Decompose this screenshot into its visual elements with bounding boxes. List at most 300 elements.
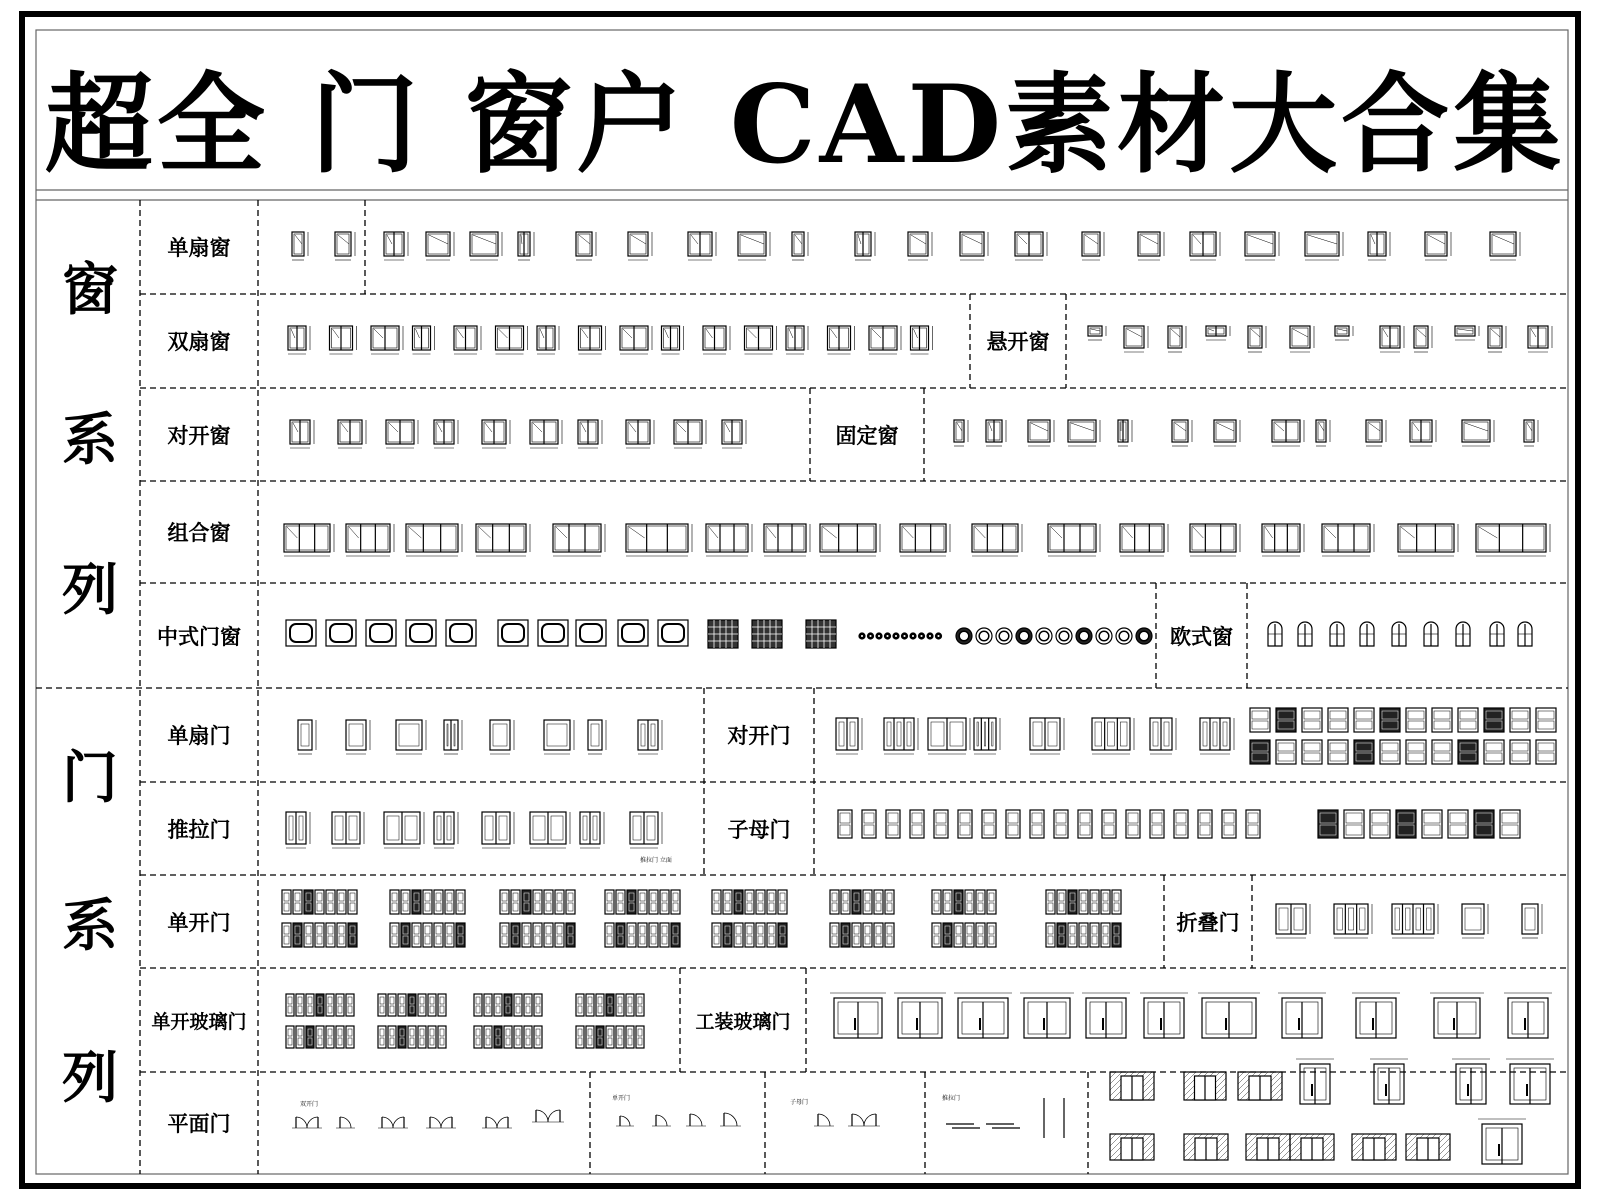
door-plan-symbol [482,1117,512,1128]
single-leaf-door-symbol [490,720,514,754]
framed-door-symbol [1184,1072,1226,1100]
panel-door-symbol [1510,708,1530,732]
chinese-window-symbol [286,620,316,646]
hung-window-symbol [1380,326,1404,352]
panel-door-symbol [1174,810,1188,838]
commercial-glass-door-symbol [1452,1059,1490,1104]
panel-door-symbol [841,923,850,947]
panel-door-symbol [1112,923,1121,947]
framed-door-symbol [1246,1134,1290,1160]
panel-door-symbol [418,1026,426,1048]
panel-door-symbol [1057,923,1066,947]
round-window-symbol [859,633,865,639]
sliding-door-symbol [530,812,570,848]
european-window-symbol [1490,622,1504,646]
panel-door-symbol [438,994,446,1016]
round-window-symbol [868,633,874,639]
panel-door-symbol [1046,890,1055,914]
panel-door-symbol [1101,890,1110,914]
round-window-symbol [893,633,899,639]
panel-door-symbol [533,923,542,947]
panel-door-symbol [522,890,531,914]
lattice-panel-symbol [806,620,836,648]
hung-window-symbol [1335,326,1353,340]
hung-window-symbol [1455,326,1479,340]
panel-door-symbol [1276,708,1296,732]
double-sash-window-symbol [496,326,528,354]
panel-door-symbol [627,890,636,914]
single-leaf-door-symbol [396,720,426,754]
chinese-window-symbol [538,620,568,646]
panel-door-symbol [1126,810,1140,838]
panel-door-symbol [756,923,765,947]
panel-door-symbol [1276,740,1296,764]
round-window-symbol [1136,628,1152,644]
single-sash-window-symbol [292,232,308,260]
panel-door-symbol [910,810,924,838]
panel-door-symbol [712,890,721,914]
panel-door-symbol [315,923,324,947]
panel-door-symbol [1318,810,1338,838]
panel-door-symbol [336,1026,344,1048]
panel-door-symbol [852,890,861,914]
double-door-symbol [1200,718,1234,754]
panel-door-symbol [954,923,963,947]
panel-door-symbol [626,994,634,1016]
double-sash-window-symbol [330,326,357,354]
panel-door-symbol [1046,923,1055,947]
door-plan-symbol [616,1116,634,1126]
double-sash-window-symbol [371,326,403,354]
combination-window-symbol [1398,524,1458,556]
panel-door-symbol [734,890,743,914]
panel-door-symbol [932,923,941,947]
panel-door-symbol [885,923,894,947]
panel-door-symbol [596,1026,604,1048]
panel-door-symbol [616,1026,624,1048]
sliding-door-symbol [332,812,364,848]
category-double-sash-window: 双扇窗 [167,330,231,354]
combination-window-symbol [1262,524,1304,556]
panel-door-symbol [401,890,410,914]
panel-door-symbol [348,890,357,914]
casement-window-symbol [722,420,746,448]
panel-door-symbol [378,1026,386,1048]
single-sash-window-symbol [470,232,502,260]
panel-door-symbol [316,994,324,1016]
panel-door-symbol [494,1026,502,1048]
fixed-window-symbol [1028,420,1054,446]
panel-door-symbol [1302,708,1322,732]
panel-door-symbol [987,890,996,914]
panel-door-symbol [660,923,669,947]
panel-door-symbol [1068,890,1077,914]
double-sash-window-symbol [869,326,901,354]
panel-door-symbol [282,890,291,914]
window-series-char: 系 [62,407,118,473]
panel-door-symbol [555,923,564,947]
combination-window-symbol [1322,524,1374,556]
panel-door-symbol [1432,740,1452,764]
panel-door-symbol [514,1026,522,1048]
double-door-symbol [928,718,970,754]
commercial-glass-door-symbol [1020,993,1074,1038]
panel-door-symbol [723,923,732,947]
panel-door-symbol [934,810,948,838]
casement-window-symbol [386,420,418,448]
panel-door-symbol [576,1026,584,1048]
double-sash-window-symbol [620,326,652,354]
sliding-door-symbol [580,812,604,848]
panel-door-symbol [1448,810,1468,838]
panel-door-symbol [524,994,532,1016]
single-sash-window-symbol [738,232,770,260]
panel-door-symbol [1006,810,1020,838]
single-sash-window-symbol [1305,232,1343,260]
panel-door-symbol [555,890,564,914]
panel-door-symbol [671,890,680,914]
hung-window-symbol [1124,326,1148,352]
window-series-char: 列 [62,557,118,623]
casement-window-symbol [578,420,602,448]
panel-door-symbol [1536,740,1556,764]
single-sash-window-symbol [426,232,454,260]
category-single-sash-window: 单扇窗 [167,236,231,260]
single-leaf-door-symbol [638,720,662,754]
panel-door-symbol [1380,740,1400,764]
chinese-window-symbol [576,620,606,646]
single-sash-window-symbol [1245,232,1279,260]
round-window-symbol [1056,628,1072,644]
panel-door-symbol [408,1026,416,1048]
framed-door-symbol [1352,1134,1396,1160]
panel-door-symbol [434,890,443,914]
commercial-glass-door-symbol [1198,993,1260,1038]
double-door-symbol [1092,718,1134,754]
combination-window-symbol [764,524,810,556]
panel-door-symbol [522,923,531,947]
panel-door-symbol [500,890,509,914]
category-commercial-glass-door: 工装玻璃门 [695,1010,791,1033]
chinese-window-symbol [498,620,528,646]
panel-door-symbol [316,1026,324,1048]
panel-door-symbol [1396,810,1416,838]
panel-door-symbol [1302,740,1322,764]
round-window-symbol [927,633,933,639]
panel-door-symbol [723,890,732,914]
single-sash-window-symbol [908,232,932,260]
commercial-glass-door-symbol [1082,993,1130,1038]
panel-door-symbol [1432,708,1452,732]
panel-door-symbol [965,890,974,914]
panel-door-symbol [1328,740,1348,764]
commercial-glass-door-symbol [954,993,1012,1038]
door-plan-symbol [378,1117,408,1128]
combination-window-symbol [284,524,334,556]
double-door-symbol [1150,718,1176,754]
single-sash-window-symbol [1138,232,1164,260]
double-door-symbol [974,718,1000,754]
panel-door-symbol [315,890,324,914]
panel-door-symbol [401,923,410,947]
panel-door-symbol [504,1026,512,1048]
folding-door-symbol [1522,904,1542,938]
single-leaf-door-symbol [346,720,370,754]
panel-door-symbol [712,923,721,947]
panel-door-symbol [390,890,399,914]
double-sash-window-symbol [703,326,730,354]
double-door-symbol [1030,718,1064,754]
panel-door-symbol [306,1026,314,1048]
framed-door-symbol [1184,1134,1228,1160]
casement-window-symbol [626,420,654,448]
combination-window-symbol [820,524,880,556]
chinese-window-symbol [366,620,396,646]
single-sash-window-symbol [855,232,875,260]
chinese-window-symbol [406,620,436,646]
door-plan-symbol [720,1113,741,1126]
fixed-window-symbol [1316,420,1330,446]
panel-door-symbol [337,890,346,914]
combination-window-symbol [706,524,752,556]
single-sash-window-symbol [1015,232,1047,260]
panel-door-symbol [987,923,996,947]
commercial-glass-door-symbol [1296,1059,1334,1104]
panel-door-symbol [293,923,302,947]
hung-window-symbol [1168,326,1186,352]
panel-door-symbol [586,1026,594,1048]
panel-door-symbol [1250,708,1270,732]
category-sliding-door: 推拉门 [167,817,231,842]
panel-door-symbol [337,923,346,947]
panel-door-symbol [445,890,454,914]
door-plan-symbol [652,1115,671,1126]
panel-door-symbol [756,890,765,914]
fixed-window-symbol [954,420,968,446]
panel-door-symbol [1246,810,1260,838]
category-combination-window: 组合窗 [167,521,231,545]
fixed-window-symbol [1214,420,1240,446]
panel-door-symbol [346,994,354,1016]
combination-window-symbol [972,524,1022,556]
round-window-symbol [996,628,1012,644]
panel-door-symbol [841,890,850,914]
panel-door-symbol [886,810,900,838]
panel-door-symbol [484,994,492,1016]
plan-subhead: 子母门 [790,1099,809,1106]
panel-door-symbol [649,923,658,947]
panel-door-symbol [606,994,614,1016]
panel-door-symbol [1406,708,1426,732]
panel-door-symbol [616,890,625,914]
panel-door-symbol [390,923,399,947]
panel-door-symbol [1090,890,1099,914]
door-plan-symbol [814,1114,834,1126]
fixed-window-symbol [1172,420,1192,446]
panel-door-symbol [863,923,872,947]
panel-door-symbol [627,923,636,947]
fixed-window-symbol [1462,420,1494,446]
cad-symbols [282,232,1556,1164]
panel-door-symbol [504,994,512,1016]
hung-window-symbol [1206,326,1230,340]
panel-door-symbol [428,994,436,1016]
round-window-symbol [1016,628,1032,644]
panel-door-symbol [958,810,972,838]
panel-door-symbol [1484,708,1504,732]
framed-door-symbol [1238,1072,1282,1100]
panel-door-symbol [514,994,522,1016]
category-double-door: 对开门 [727,724,791,748]
panel-door-symbol [445,923,454,947]
panel-door-symbol [1422,810,1442,838]
plan-subhead: 双开门 [300,1101,319,1108]
panel-door-symbol [605,890,614,914]
panel-door-symbol [1112,890,1121,914]
panel-door-symbol [626,1026,634,1048]
fixed-window-symbol [1272,420,1304,446]
single-sash-window-symbol [792,232,808,260]
panel-door-symbol [1406,740,1426,764]
lattice-panel-symbol [752,620,782,648]
sliding-door-symbol [384,812,424,848]
round-window-symbol [956,628,972,644]
double-sash-window-symbol [745,326,777,354]
round-window-symbol [936,633,942,639]
panel-door-symbol [863,890,872,914]
window-series-char: 窗 [62,257,118,323]
panel-door-symbol [1068,923,1077,947]
single-sash-window-symbol [518,232,534,260]
door-plan-symbol [426,1117,456,1128]
panel-door-symbol [511,923,520,947]
category-plan-door: 平面门 [167,1112,231,1136]
panel-door-symbol [1458,740,1478,764]
framed-door-symbol [1406,1134,1450,1160]
panel-door-symbol [954,890,963,914]
panel-door-symbol [874,890,883,914]
panel-door-symbol [1354,740,1374,764]
panel-door-symbol [484,1026,492,1048]
door-plan-symbol [336,1117,355,1128]
panel-door-symbol [1101,923,1110,947]
panel-door-symbol [1510,740,1530,764]
panel-door-symbol [885,890,894,914]
plan-subhead: 推拉门 [942,1095,961,1102]
chinese-window-symbol [326,620,356,646]
door-plan-symbol [686,1114,706,1126]
panel-door-symbol [456,890,465,914]
panel-door-symbol [423,923,432,947]
category-casement-pair-window: 对开窗 [167,423,231,448]
panel-door-symbol [326,1026,334,1048]
round-window-symbol [910,633,916,639]
panel-door-symbol [304,890,313,914]
single-sash-window-symbol [576,232,596,260]
panel-door-symbol [286,1026,294,1048]
plan-subhead: 单开门 [612,1095,631,1102]
single-sash-window-symbol [1490,232,1520,260]
panel-door-symbol [778,923,787,947]
panel-door-symbol [524,1026,532,1048]
european-window-symbol [1456,622,1470,646]
panel-door-symbol [474,994,482,1016]
casement-window-symbol [290,420,314,448]
category-hung-window: 悬开窗 [986,330,1050,354]
page-title: 超全 门 窗户 CAD素材大合集 [44,61,1566,188]
panel-door-symbol [388,1026,396,1048]
single-sash-window-symbol [384,232,408,260]
panel-door-symbol [494,994,502,1016]
category-fixed-window: 固定窗 [835,423,899,448]
single-sash-window-symbol [1425,232,1451,260]
panel-door-symbol [830,890,839,914]
combination-window-symbol [406,524,462,556]
panel-door-symbol [566,890,575,914]
folding-door-symbol [1462,904,1488,938]
single-sash-window-symbol [628,232,652,260]
panel-door-symbol [576,994,584,1016]
panel-door-symbol [1030,810,1044,838]
category-single-leaf-door: 单扇门 [167,724,231,748]
category-european-window: 欧式窗 [1170,624,1233,649]
panel-door-symbol [511,890,520,914]
panel-door-symbol [965,923,974,947]
sliding-door-symbol [482,812,514,848]
panel-door-symbol [286,994,294,1016]
commercial-glass-door-symbol [1430,993,1484,1038]
panel-door-symbol [976,923,985,947]
panel-door-symbol [398,1026,406,1048]
double-door-symbol [884,718,918,754]
panel-door-symbol [326,923,335,947]
commercial-glass-door-symbol [1278,993,1326,1038]
door-series-char: 门 [62,745,118,811]
panel-door-symbol [1458,708,1478,732]
door-plan-symbol [848,1114,880,1126]
panel-door-symbol [534,1026,542,1048]
panel-door-symbol [412,923,421,947]
panel-door-symbol [660,890,669,914]
panel-door-symbol [412,890,421,914]
hung-window-symbol [1488,326,1506,352]
panel-door-symbol [1079,923,1088,947]
panel-door-symbol [1344,810,1364,838]
round-window-symbol [1116,628,1132,644]
panel-door-symbol [1380,708,1400,732]
single-leaf-door-symbol [544,720,574,754]
panel-door-symbol [282,923,291,947]
panel-door-symbol [336,994,344,1016]
panel-door-symbol [605,923,614,947]
panel-door-symbol [296,994,304,1016]
hung-window-symbol [1528,326,1552,352]
panel-door-symbol [943,890,952,914]
panel-door-symbol [1370,810,1390,838]
panel-door-symbol [474,1026,482,1048]
panel-door-symbol [745,890,754,914]
panel-door-symbol [671,923,680,947]
fixed-window-symbol [986,420,1006,446]
panel-door-symbol [438,1026,446,1048]
panel-door-symbol [388,994,396,1016]
panel-door-symbol [533,890,542,914]
framed-door-symbol [1110,1134,1154,1160]
panel-door-symbol [1536,708,1556,732]
panel-door-symbol [346,1026,354,1048]
european-window-symbol [1298,622,1312,646]
hung-window-symbol [1088,326,1106,340]
